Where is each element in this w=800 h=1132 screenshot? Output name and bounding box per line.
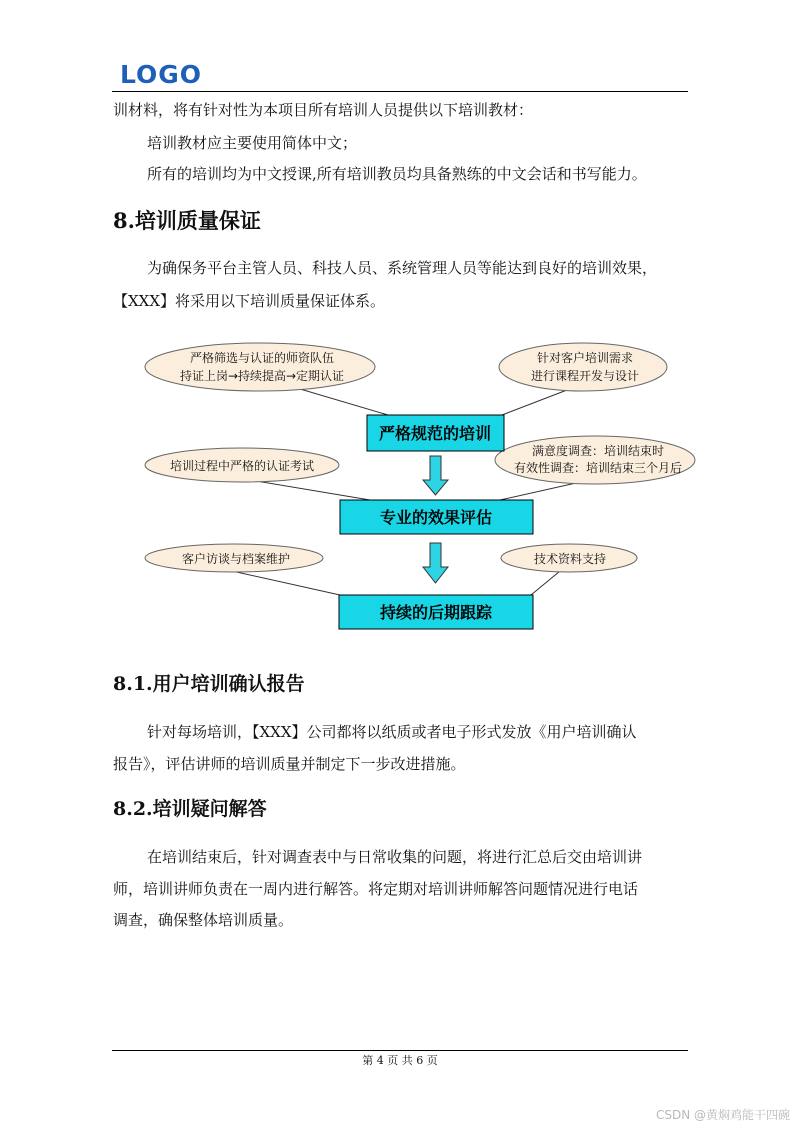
section-8-2-paragraph-line-1: 在培训结束后，针对调查表中与日常收集的问题，将进行汇总后交由培训讲 — [147, 848, 643, 866]
connector-line — [290, 386, 388, 415]
section-8-paragraph-line-2: 【XXX】将采用以下培训质量保证体系。 — [113, 292, 386, 310]
ellipse-text: 持证上岗→持续提高→定期认证 — [179, 369, 345, 383]
down-arrow-icon — [423, 543, 448, 583]
ellipse-text: 有效性调查：培训结束三个月后 — [513, 461, 683, 475]
connector-line — [531, 571, 560, 595]
page-number: 第 4 页 共 6 页 — [362, 1054, 438, 1067]
logo: LOGO — [120, 60, 203, 89]
box-label: 严格规范的培训 — [378, 424, 492, 443]
down-arrow-icon — [423, 456, 448, 495]
section-8-1-title: 8.1.用户培训确认报告 — [113, 673, 305, 695]
ellipse-text: 满意度调查：培训结束时 — [531, 444, 665, 458]
ellipse-text: 针对客户培训需求 — [536, 351, 634, 365]
section-8-2-title: 8.2.培训疑问解答 — [113, 798, 267, 820]
box-label: 持续的后期跟踪 — [379, 603, 493, 622]
section-8-1-paragraph-line-1: 针对每场培训，【XXX】公司都将以纸质或者电子形式发放《用户培训确认 — [147, 723, 637, 741]
section-8-2-paragraph-line-2: 师，培训讲师负责在一周内进行解答。将定期对培训讲师解答问题情况进行电话 — [113, 880, 639, 898]
connector-line — [232, 571, 340, 595]
ellipse-text: 进行课程开发与设计 — [530, 369, 640, 383]
ellipse-text: 客户访谈与档案维护 — [181, 552, 291, 566]
watermark: CSDN @黄焖鸡能干四碗 — [655, 1108, 790, 1122]
section-8-paragraph-line-1: 为确保务平台主管人员、科技人员、系统管理人员等能达到良好的培训效果， — [147, 259, 658, 277]
ellipse-text: 培训过程中严格的认证考试 — [169, 459, 315, 473]
section-8-2-paragraph-line-3: 调查，确保整体培训质量。 — [113, 911, 294, 929]
connector-line — [250, 480, 370, 500]
footer-rule — [112, 1050, 688, 1051]
ellipse-text: 技术资料支持 — [533, 552, 607, 566]
bullet-chinese-teaching: 所有的培训均为中文授课,所有培训教员均具备熟练的中文会话和书写能力。 — [147, 165, 647, 183]
intro-line: 训材料，将有针对性为本项目所有培训人员提供以下培训教材： — [113, 101, 534, 119]
section-8-title: 8.培训质量保证 — [113, 208, 261, 233]
bullet-simplified-chinese: 培训教材应主要使用简体中文； — [147, 134, 358, 152]
ellipse-text: 严格筛选与认证的师资队伍 — [189, 351, 335, 365]
box-label: 专业的效果评估 — [379, 508, 493, 527]
section-8-1-paragraph-line-2: 报告》，评估讲师的培训质量并制定下一步改进措施。 — [113, 755, 466, 773]
